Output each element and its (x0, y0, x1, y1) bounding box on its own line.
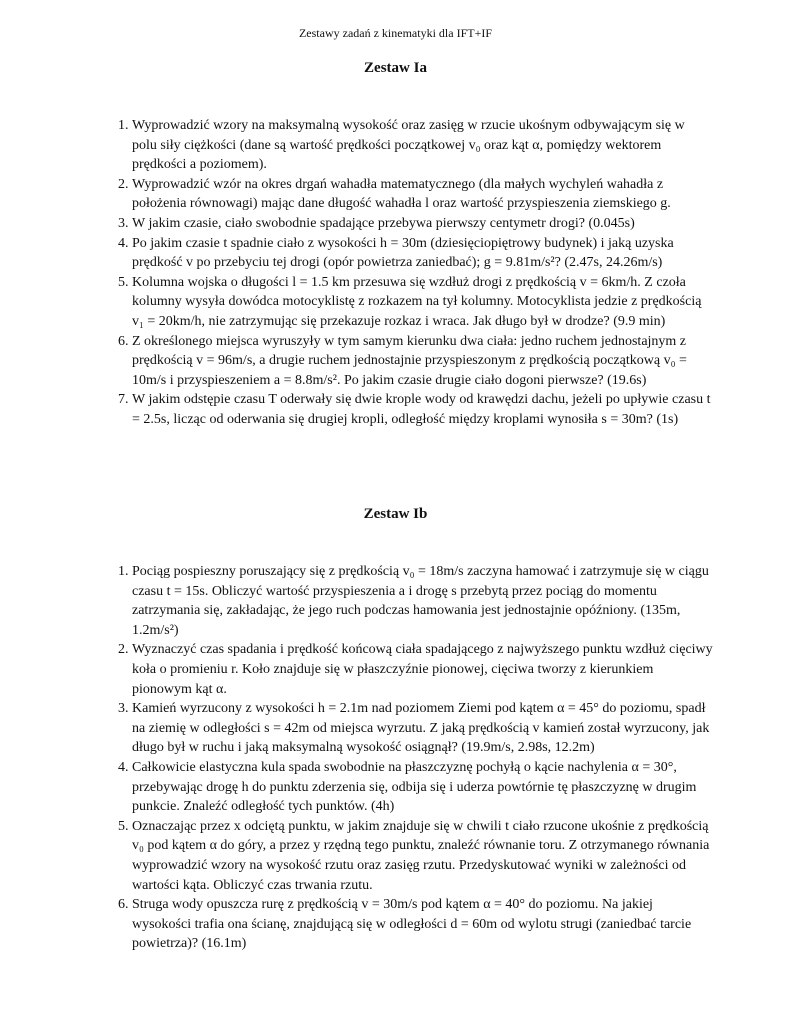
problem-item (118, 116, 713, 175)
problem-number: 6. (118, 333, 129, 349)
problem-number: 1. (118, 118, 129, 133)
problem-text: Kolumna wojska o długości l = 1.5 km przesuwa się wzdłuż drogi z prędkością v = 6km/h. Z czoła kolumny wysyła dowódca motocyklistę z rozkazem na tył kolumny. Motocyklista jedzie z prędkością v₁ = 20km/h, nie zatrzymując się przekazuje rozkaz i wraca. Jak długo był w drodze? (9.9 min) (132, 274, 702, 329)
problem-item (118, 817, 713, 895)
set-title-ia: Zestaw Ia (364, 60, 427, 76)
problem-list-ib (118, 562, 713, 954)
page-header: Zestawy zadań z kinematyki dla IFT+IF (298, 26, 493, 40)
problem-number: 4. (118, 759, 129, 775)
problem-text: Struga wody opuszcza rurę z prędkością v = 30m/s pod kątem α = 40° do poziomu. Na jakiej wysokości trafia ona ścianę, znajdującą się w odległości d = 60m od wylotu strugi (zaniedbać tarcie powietrza)? (16.1m) (132, 897, 692, 952)
problem-number: 2. (118, 176, 129, 192)
problem-text: Pociąg pospieszny poruszający się z prędkością v₀ = 18m/s zaczyna hamować i zatrzymuje się w ciągu czasu t = 15s. Obliczyć wartość przyspieszenia a i drogę s przebytą przez pociąg do momentu zatrzymania się, zakładając, że jego ruch podczas hamowania jest jednostajnie opóźniony. (135m, 1.2m/s²) (132, 564, 709, 638)
problem-item (118, 895, 713, 954)
problem-text: Całkowicie elastyczna kula spada swobodnie na płaszczyznę pochyłą o kącie nachylenia α = 30°, przebywając drogę h do punktu zderzenia się, odbija się i uderza powtórnie tę płaszczyznę w drugim punkcie. Znaleźć odległość tych punktów. (4h) (132, 759, 697, 815)
problem-text: Kamień wyrzucony z wysokości h = 2.1m nad poziomem Ziemi pod kątem α = 45° do poziomu, spadł na ziemię w odległości s = 42m od miejsca wyrzutu. Z jaką prędkością v kamień został wyrzucony, jak długo był w ruchu i jaką maksymalną wysokość osiągnął? (19.9m/s, 2.98s, 12.2m) (132, 701, 710, 756)
problem-item (118, 273, 713, 332)
problem-item (118, 699, 713, 758)
problem-item (118, 234, 713, 273)
problem-list-ia (118, 116, 713, 430)
problem-text: W jakim odstępie czasu T oderwały się dwie krople wody od krawędzi dachu, jeżeli po upływie czasu t = 2.5s, licząc od oderwania się drugiej kropli, odległość między kroplami wynosiła s = 30m? (1s) (132, 392, 711, 427)
problem-number: 5. (118, 818, 129, 834)
problem-item (118, 332, 713, 391)
problem-item (118, 758, 713, 817)
problem-item (118, 175, 713, 214)
problem-number: 1. (118, 564, 129, 579)
problem-text: Wyprowadzić wzór na okres drgań wahadła matematycznego (dla małych wychyleń wahadła z położenia równowagi) mając dane długość wahadła l oraz wartość przyspieszenia ziemskiego g. (132, 176, 671, 212)
problem-number: 3. (118, 215, 129, 231)
problem-text: Wyprowadzić wzory na maksymalną wysokość oraz zasięg w rzucie ukośnym odbywającym się w polu siły ciężkości (dane są wartość prędkości początkowej v₀ oraz kąt α, pomiędzy wektorem prędkości a poziomem). (132, 118, 685, 173)
problem-item (118, 562, 713, 640)
problem-item (118, 214, 713, 234)
problem-number: 2. (118, 642, 129, 658)
problem-text: Oznaczając przez x odciętą punktu, w jakim znajduje się w chwili t ciało rzucone ukośnie z prędkością v₀ pod kątem α do góry, a przez y rzędną tego punktu, znaleźć równanie toru. Z otrzymanego równania wyprowadzić wzory na wysokość rzutu oraz zasięg rzutu. Przedyskutować wyniki w zależności od wartości kąta. Obliczyć czas trwania rzutu. (132, 818, 710, 893)
problem-text: Wyznaczyć czas spadania i prędkość końcową ciała spadającego z najwyższego punktu wzdłuż cięciwy koła o promieniu r. Koło znajduje się w płaszczyźnie pionowej, cięciwa tworzy z kierunkiem pionowym kąt α. (132, 642, 713, 697)
problem-item (118, 640, 713, 699)
problem-text: W jakim czasie, ciało swobodnie spadające przebywa pierwszy centymetr drogi? (0.045s) (132, 215, 635, 231)
problem-number: 5. (118, 274, 129, 290)
problem-number: 6. (118, 897, 129, 913)
problem-number: 7. (118, 392, 129, 408)
problem-text: Z określonego miejsca wyruszyły w tym samym kierunku dwa ciała: jedno ruchem jednostajnym z prędkością v = 96m/s, a drugie ruchem jednostajnie przyspieszonym z prędkością początkową v₀ = 10m/s i przyspieszeniem a = 8.8m/s². Po jakim czasie drugie ciało dogoni pierwsze? (19.6s) (132, 333, 687, 388)
problem-item (118, 390, 713, 429)
problem-number: 4. (118, 235, 129, 251)
set-title-ib: Zestaw Ib (363, 506, 428, 522)
problem-number: 3. (118, 701, 129, 717)
problem-text: Po jakim czasie t spadnie ciało z wysokości h = 30m (dziesięciopiętrowy budynek) i jaką uzyska prędkość v po przebyciu tej drogi (opór powietrza zaniedbać); g = 9.81m/s²? (2.47s, 24.26m/s) (132, 235, 674, 271)
